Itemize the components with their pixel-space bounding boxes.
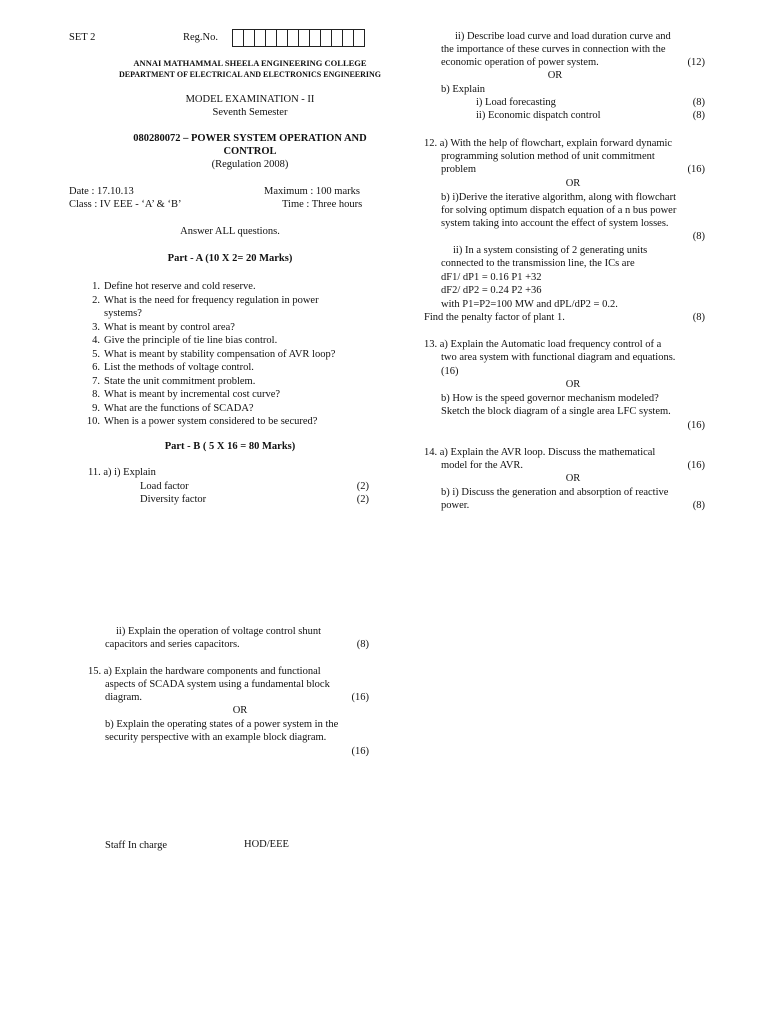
question-number: 4.: [92, 335, 100, 346]
question-text: When is a power system considered to be secured?: [104, 416, 318, 427]
question-text: What is the need for frequency regulation in power: [104, 294, 319, 306]
q11-b-ii-marks: (8): [692, 110, 705, 121]
part-a-title: Part - A (10 X 2= 20 Marks): [167, 253, 293, 264]
q11-b-ii: ii) Economic dispatch control: [476, 110, 601, 121]
q15-b-line2: security perspective with an example block diagram.: [105, 732, 327, 743]
q15-a-line3: diagram.: [105, 692, 143, 703]
question-number: 3.: [92, 321, 100, 333]
part-a-question: [86, 307, 335, 321]
q15-b-line1: b) Explain the operating states of a power system in the: [105, 719, 339, 730]
q11-a-ii-marks: (8): [356, 639, 369, 650]
part-a-question: [86, 375, 335, 389]
q11-a-i: 11. a) i) Explain: [88, 467, 156, 478]
q11-diversity-factor-marks: (2): [356, 494, 369, 505]
part-a-question: [86, 321, 335, 335]
question-number: 1.: [92, 281, 100, 292]
q12-equation-3: with P1=P2=100 MW and dPL/dP2 = 0.2.: [441, 299, 618, 310]
q15-or: OR: [232, 705, 248, 716]
reg-no-box[interactable]: [343, 29, 354, 47]
part-a-question-list: [86, 280, 335, 429]
q12-b-marks: (8): [692, 231, 705, 242]
exam-title: MODEL EXAMINATION - II: [185, 94, 315, 105]
part-a-question: [86, 402, 335, 416]
question-number: 8.: [92, 389, 100, 400]
instruction: Answer ALL questions.: [180, 226, 280, 237]
question-number: 5.: [92, 348, 100, 360]
question-text: State the unit commitment problem.: [104, 375, 256, 387]
q14-a-line2: model for the AVR.: [441, 460, 524, 471]
question-text: What are the functions of SCADA?: [104, 402, 254, 414]
q13-a-line1: 13. a) Explain the Automatic load frequency control of a: [424, 339, 662, 350]
q12-a-line3: problem: [441, 164, 476, 175]
exam-date: Date : 17.10.13: [69, 186, 134, 197]
q12-b-line3: system taking into account the effect of system losses.: [441, 218, 669, 229]
q15-a-line2: aspects of SCADA system using a fundamental block: [105, 679, 330, 690]
reg-no-box[interactable]: [266, 29, 277, 47]
reg-no-box[interactable]: [233, 29, 244, 47]
q12-find-penalty: Find the penalty factor of plant 1.: [424, 312, 565, 323]
part-a-question: [86, 280, 335, 294]
question-number: 2.: [92, 294, 100, 306]
reg-no-box[interactable]: [244, 29, 255, 47]
question-text: What is meant by stability compensation of AVR loop?: [104, 348, 336, 360]
q12-a-line2: programming solution method of unit commitment: [441, 151, 655, 162]
question-text: systems?: [104, 308, 142, 319]
q12-equation-1: dF1/ dP1 = 0.16 P1 +32: [441, 272, 542, 283]
q13-a-line2: two area system with functional diagram and equations.: [441, 352, 676, 363]
reg-no-label: Reg.No.: [183, 32, 218, 43]
part-a-question: [86, 334, 335, 348]
q11-diversity-factor: Diversity factor: [140, 494, 207, 505]
question-number: 6.: [92, 362, 100, 373]
course-title-line2: CONTROL: [223, 146, 277, 157]
max-marks: Maximum : 100 marks: [264, 186, 360, 197]
q13-b-line1: b) How is the speed governor mechanism modeled?: [441, 393, 659, 404]
question-number: 9.: [92, 402, 100, 414]
q12-b-line1: b) i)Derive the iterative algorithm, along with flowchart: [441, 192, 677, 203]
reg-no-box[interactable]: [354, 29, 365, 47]
q15-a-line1: 15. a) Explain the hardware components and functional: [88, 666, 321, 677]
q12-find-marks: (8): [692, 312, 705, 323]
q11-b-i-marks: (8): [692, 97, 705, 108]
staff-in-charge: Staff In charge: [105, 840, 168, 851]
q12-b-ii-line1: ii) In a system consisting of 2 generating units: [453, 245, 648, 256]
q11-load-factor-marks: (2): [356, 481, 369, 492]
college-name: ANNAI MATHAMMAL SHEELA ENGINEERING COLLEGE: [133, 58, 367, 68]
q14-a-line1: 14. a) Explain the AVR loop. Discuss the mathematical: [424, 447, 656, 458]
course-title-line1: 080280072 – POWER SYSTEM OPERATION AND: [133, 133, 367, 144]
part-a-question: [86, 415, 335, 429]
reg-no-box[interactable]: [321, 29, 332, 47]
q13-b-marks: (16): [687, 420, 705, 431]
q15-a-marks: (16): [351, 692, 369, 703]
question-text: Define hot reserve and cold reserve.: [104, 281, 256, 292]
part-b-title: Part - B ( 5 X 16 = 80 Marks): [164, 441, 296, 452]
q14-b-line1: b) i) Discuss the generation and absorption of reactive: [441, 487, 669, 498]
set-number: SET 2: [69, 32, 96, 43]
part-a-question: [86, 294, 335, 308]
q11-or: OR: [547, 70, 563, 81]
question-text: List the methods of voltage control.: [104, 362, 254, 373]
q12-equation-2: dF2/ dP2 = 0.24 P2 +36: [441, 285, 542, 296]
question-text: What is meant by incremental cost curve?: [104, 389, 281, 400]
q15-b-marks: (16): [351, 746, 369, 757]
q14-b-line2: power.: [441, 500, 470, 511]
question-number: 7.: [92, 375, 100, 387]
exam-duration: Time : Three hours: [282, 199, 363, 210]
reg-no-box[interactable]: [299, 29, 310, 47]
q11-b: b) Explain: [441, 84, 486, 95]
q14-a-marks: (16): [687, 460, 705, 471]
q12-a-line1: 12. a) With the help of flowchart, explain forward dynamic: [424, 138, 673, 149]
department-name: DEPARTMENT OF ELECTRICAL AND ELECTRONICS ENGINEERING: [118, 70, 382, 79]
q12-b-line2: for solving optimum dispatch equation of a n bus power: [441, 205, 677, 216]
reg-no-box[interactable]: [288, 29, 299, 47]
part-a-question: [86, 361, 335, 375]
q11-a-ii-right-line2: the importance of these curves in connection with the: [441, 44, 666, 55]
semester: Seventh Semester: [212, 107, 288, 118]
q13-a-marks: (16): [441, 366, 459, 377]
q11-a-ii-right-line1: ii) Describe load curve and load duration curve and: [455, 31, 671, 42]
q14-or: OR: [565, 473, 581, 484]
reg-no-box[interactable]: [332, 29, 343, 47]
q13-or: OR: [565, 379, 581, 390]
question-text: Give the principle of tie line bias control.: [104, 335, 278, 346]
q13-b-line2: Sketch the block diagram of a single area LFC system.: [441, 406, 671, 417]
q11-a-ii-right-marks: (12): [687, 57, 705, 68]
q11-a-ii-line1: ii) Explain the operation of voltage control shunt: [116, 626, 321, 637]
part-a-question: [86, 388, 335, 402]
reg-no-box[interactable]: [310, 29, 321, 47]
reg-no-box[interactable]: [277, 29, 288, 47]
q11-a-ii-line2: capacitors and series capacitors.: [105, 639, 240, 650]
q14-b-marks: (8): [692, 500, 705, 511]
question-text: What is meant by control area?: [104, 321, 235, 333]
hod-signature: HOD/EEE: [244, 839, 289, 850]
reg-no-box[interactable]: [255, 29, 266, 47]
q12-a-marks: (16): [687, 164, 705, 175]
question-number: 10.: [86, 416, 100, 427]
q11-load-factor: Load factor: [140, 481, 189, 492]
q12-b-ii-line2: connected to the transmission line, the ICs are: [441, 258, 635, 269]
q12-or: OR: [565, 178, 581, 189]
regulation: (Regulation 2008): [211, 159, 289, 170]
q11-b-i: i) Load forecasting: [476, 97, 556, 108]
part-a-question: [86, 348, 335, 362]
class-info: Class : IV EEE - ‘A’ & ‘B’: [69, 199, 182, 210]
q11-a-ii-right-line3: economic operation of power system.: [441, 57, 599, 68]
reg-no-boxes[interactable]: [232, 29, 365, 47]
